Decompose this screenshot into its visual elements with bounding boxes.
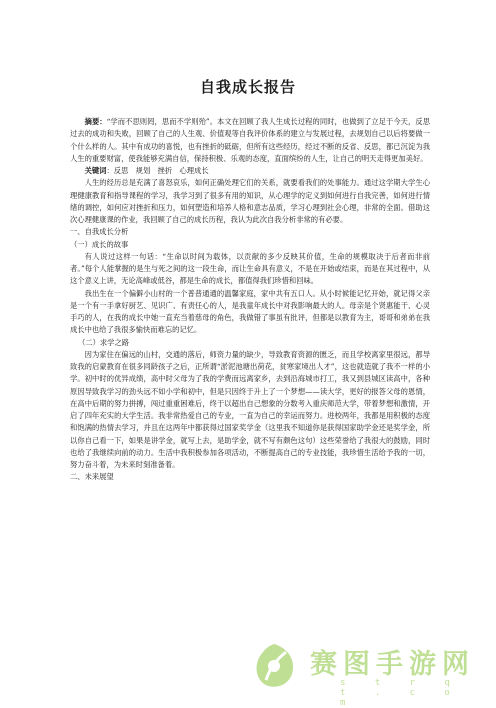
abstract-text: “学而不思则罔，思而不学则殆”。本文在回顾了我人生成长过程的同时，也做到了立足于今天，反思过去的成功和失败，回顾了自己的人生观、价值观等自我评价体系的建立与发展过程，去规划自己以后将要做一个什么样的人。其中有成功的喜悦，也有挫折的砥砺，但所有这些经历，经过不断的反省、反思，都已沉淀为我人生的重要财富，使我能够充满自信，保持积极、乐观的态度，直面缤纷的人生，让自己的明天走得更加美好。: [70, 117, 430, 163]
keywords-label: 关键词: [84, 166, 107, 175]
story-paragraph-2: 我出生在一个偏僻小山村的一个普普通通的温馨家庭，家中共有五口人。从小时候能记忆开始，就记得父亲是一个有一手拿好厨艺、见识广、有责任心的人，是我童年成长中对我影响最大的人。母亲是个贤惠能干、心灵手巧的人，在我的成长中她一直充当着慈母的角色，我做错了事虽有批评，但都是以教育为主，哥哥和弟弟在我成长中也给了我很多愉快而难忘的记忆。: [70, 288, 430, 335]
watermark-domain: s t r q t . c o m: [340, 678, 462, 708]
abstract-label: 摘要：: [84, 117, 107, 126]
abstract-paragraph: [70, 116, 430, 165]
section-heading-future: 二、未来展望: [70, 472, 114, 482]
subsection-heading-story: （一）成长的故事: [70, 239, 129, 249]
document-title: 自我成长报告: [199, 78, 296, 96]
keywords-line: [70, 165, 430, 177]
leaf-logo-icon: [248, 640, 300, 692]
study-paragraph: 因为家住在偏远的山村，交通的落后，师资力量的缺少，导致教育资源的匮乏，而且学校离家里很远，都导致我的启蒙教育在很多同龄孩子之后，正所谓“淤泥池塘出荷花，贫寒家境出人才”，这也就造就了我不一样的小学。初中时的优异成绩，高中时父母为了我的学费而远离家乡，去到沿海城市打工，我又到县城区读高中，各种原因导致我学习的劲头远不如小学和初中，但是只因终于升上了一个梦想——读大学，更好的报答父母的恩情，在高中后期的努力拼搏，闯过重重困难后，终于以超出自己想象的分数考入重庆师范大学，带着梦想和激情，开启了四年充实的大学生活。我非常热爱自己的专业，一直为自己的幸运而努力。进校两年，我都是用积极的态度和饱满的热情去学习，并且在这两年中都获得过国家奖学金（这里我不知道你是获得国家助学金还是奖学金，所以你自己看一下，如果是讲学金，就写上去，是助学金，就不写有颇色这句）这些荣誉给了我很大的鼓励，同时也给了我继续向前的动力。生活中我积极参加各项活动，不断提高自己的专业技能，我珍惜生活给予我的一切，努力奋斗着，为未来时刻准备着。: [70, 349, 430, 469]
story-paragraph-1: 有人说过这样一句话：“生命以时间为载体，以贡献的多少反映其价值，生命的规模取决于后者而非前者。”每个人能掌握的是生与死之间的这一段生命，而让生命具有意义，不是在开始或结束，而是在其过程中，从这个意义上讲，无论高峰或低谷，都是生命的成长，都值得我们珍惜和回味。: [70, 251, 430, 286]
document-body: [70, 116, 430, 484]
section-heading-growth-analysis: 一、自我成长分析: [70, 227, 129, 237]
watermark-name: 赛图手游网: [310, 649, 475, 680]
subsection-heading-study: （二）求学之路: [78, 337, 130, 347]
keywords-text: ：反思 规划 挫折 心理成长: [106, 166, 209, 175]
watermark-logo: [248, 636, 488, 708]
intro-paragraph: 人生的经历总是充满了喜怒哀乐，如何正确处理它们的关系，就要看我们的处事能力。通过这学期大学生心理健康教育和指导课程的学习，我学习到了很多有用的知识，从心理学的定义到如何进行自我完善，如何进行情绪的调控，如何应对挫折和压力，如何塑造和培养人格和意志品质，学习心理到社会心理，非常的全面。借助这次心理健康课的作业，我回顾了自己的成长历程，我认为此次自我分析非常的有必要。: [70, 178, 430, 224]
